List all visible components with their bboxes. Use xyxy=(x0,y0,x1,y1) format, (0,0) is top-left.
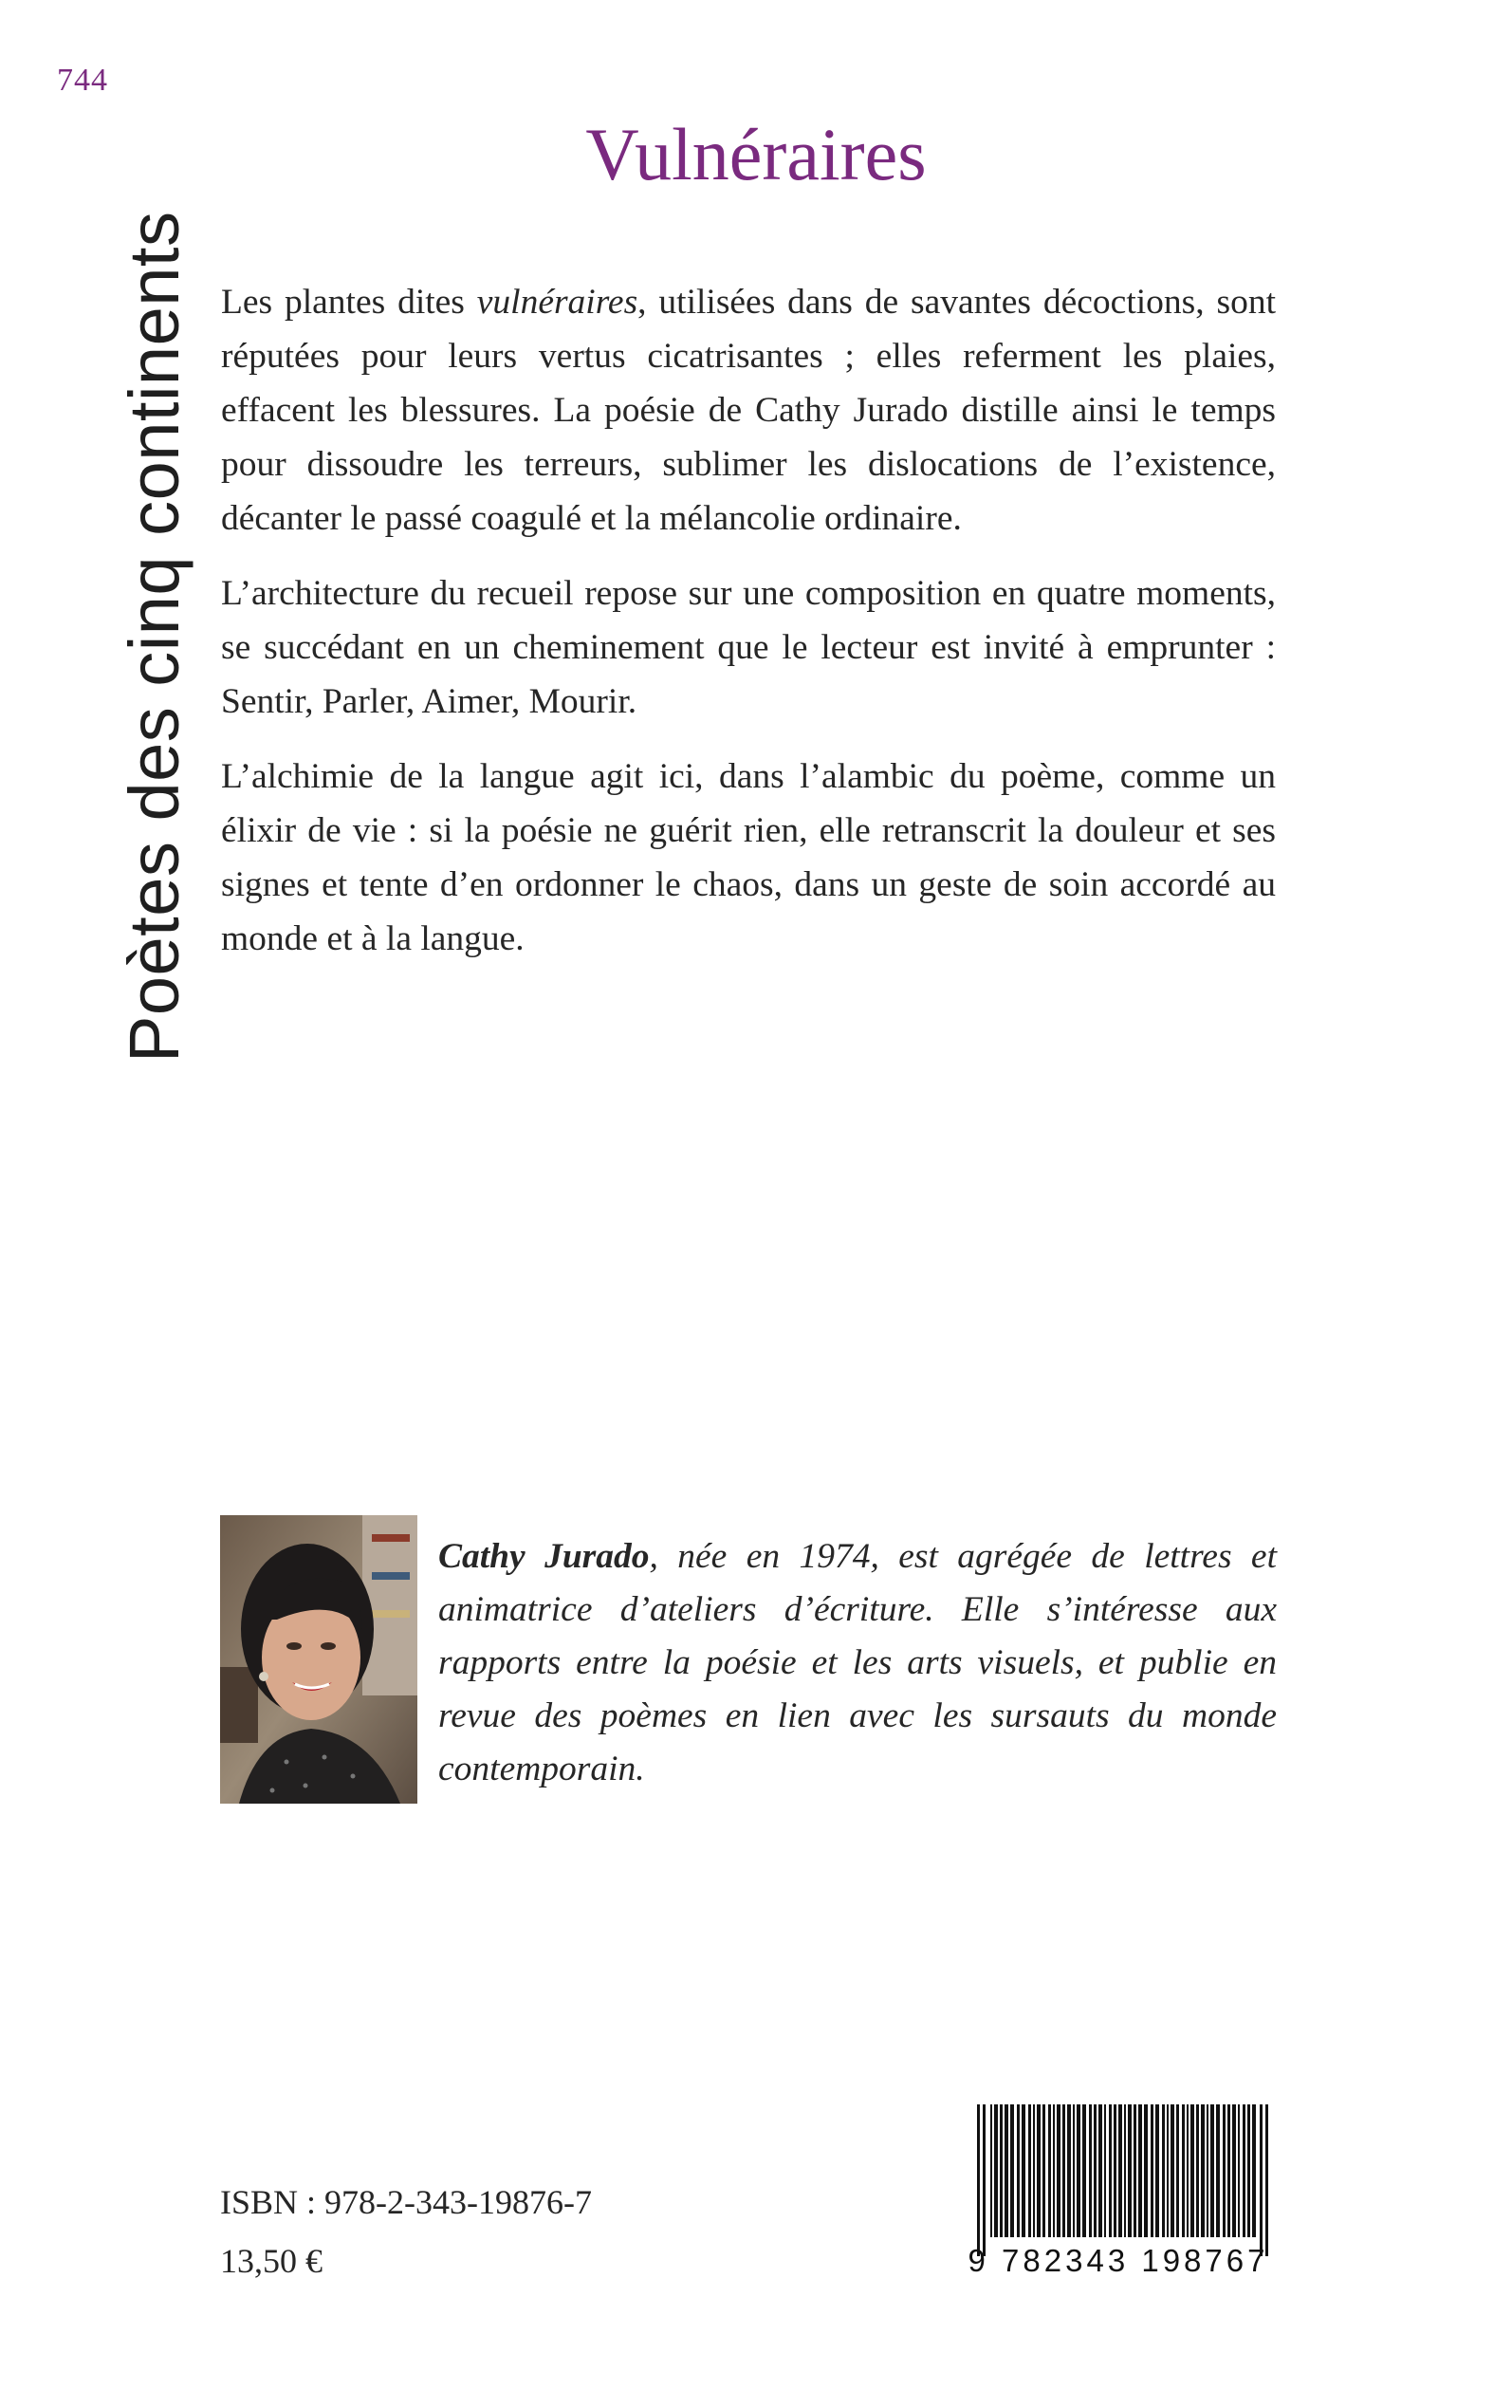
book-title: Vulnéraires xyxy=(585,113,927,195)
barcode-bar xyxy=(1227,2104,1230,2237)
barcode-guard-bar xyxy=(1265,2104,1268,2256)
barcode-bar xyxy=(1128,2104,1132,2237)
description-p1-end: , utilisées dans de savantes décoctions, sont réputées pour leurs vertus cicatrisantes ; elles referment les plaies, effacent les blessures. La poésie de Cathy Jurado distille ainsi le temps pour dissoudre les terreurs, sublimer les dislocations de l’existence, décanter le passé coagulé et la mélancolie ordinaire. xyxy=(221,283,1276,538)
barcode-bar xyxy=(1033,2104,1035,2237)
barcode-bar xyxy=(1151,2104,1153,2237)
price: 13,50 € xyxy=(220,2242,323,2280)
barcode-bar xyxy=(1187,2104,1189,2237)
collection-name: Poètes des cinq continents xyxy=(115,211,194,1063)
barcode-bar xyxy=(1182,2104,1185,2237)
barcode-bar xyxy=(1067,2104,1071,2237)
barcode-bar xyxy=(1028,2104,1031,2237)
barcode-guard-bar xyxy=(983,2104,986,2256)
barcode-bar xyxy=(1057,2104,1060,2237)
isbn: ISBN : 978-2-343-19876-7 xyxy=(220,2183,592,2221)
barcode-bar xyxy=(1104,2104,1106,2237)
collection-number: 744 xyxy=(57,63,108,98)
barcode-bar xyxy=(1171,2104,1174,2237)
barcode-bar xyxy=(1238,2104,1240,2237)
barcode-bar xyxy=(1155,2104,1159,2237)
barcode-bar xyxy=(1252,2104,1256,2237)
barcode-bar xyxy=(1138,2104,1142,2237)
description-paragraph-1 xyxy=(221,275,1276,546)
author-name: Cathy Jurado xyxy=(438,1537,650,1576)
barcode-bar xyxy=(1223,2104,1226,2237)
barcode-bar xyxy=(1232,2104,1236,2237)
description-paragraph-3: L’alchimie de la langue agit ici, dans l’alambic du poème, comme un élixir de vie : si la poésie ne guérit rien, elle retranscrit la douleur et ses signes et tente d’en ordonner le chaos, dans un geste de soin accordé au monde et à la langue. xyxy=(221,757,1276,958)
barcode-bar xyxy=(1094,2104,1097,2237)
description-p1-italic: vulnéraires xyxy=(476,283,638,322)
barcode-bar xyxy=(1062,2104,1065,2237)
barcode-bar xyxy=(1118,2104,1122,2237)
barcode-bar xyxy=(994,2104,998,2237)
barcode-bar xyxy=(1124,2104,1126,2237)
barcode-bar xyxy=(1190,2104,1194,2237)
description-p1-start: Les plantes dites xyxy=(221,283,477,322)
barcode-bar xyxy=(1114,2104,1116,2237)
back-cover-description xyxy=(221,275,1276,987)
barcode-bar xyxy=(1048,2104,1051,2237)
barcode-guard-bar xyxy=(1260,2104,1263,2256)
barcode-bar xyxy=(1037,2104,1041,2237)
author-photo xyxy=(220,1515,417,1804)
barcode-bar xyxy=(1167,2104,1169,2237)
barcode-bar xyxy=(1134,2104,1136,2237)
barcode-bar xyxy=(1144,2104,1148,2237)
barcode-bar xyxy=(1053,2104,1055,2237)
author-bio-text: , née en 1974, est agrégée de lettres et animatrice d’ateliers d’écriture. Elle s’intéresse aux rapports entre la poésie et les arts visuels, et publie en revue des poèmes en lien avec les sursauts du monde contemporain. xyxy=(438,1537,1277,1788)
barcode-bar xyxy=(1243,2104,1245,2237)
barcode-bar xyxy=(1207,2104,1208,2237)
barcode-bar xyxy=(1010,2104,1014,2237)
description-paragraph-2: L’architecture du recueil repose sur une composition en quatre moments, se succédant en un cheminement que le lecteur est invité à emprunter : Sentir, Parler, Aimer, Mourir. xyxy=(221,574,1276,721)
barcode-bar xyxy=(1247,2104,1250,2237)
author-portrait-image xyxy=(220,1515,417,1804)
barcode-bar xyxy=(1017,2104,1020,2237)
barcode-bar xyxy=(1089,2104,1092,2237)
barcode-bar xyxy=(1042,2104,1045,2237)
barcode-bar xyxy=(1196,2104,1199,2237)
barcode-bar xyxy=(1022,2104,1025,2237)
barcode-bar xyxy=(1077,2104,1080,2237)
barcode-bar xyxy=(1210,2104,1214,2237)
barcode-bar xyxy=(1082,2104,1086,2237)
barcode-bar xyxy=(1073,2104,1075,2237)
barcode-bar xyxy=(1201,2104,1205,2237)
barcode-bar xyxy=(990,2104,992,2237)
barcode-bar xyxy=(1000,2104,1003,2237)
barcode-bar xyxy=(1176,2104,1179,2237)
author-bio xyxy=(438,1530,1277,1796)
barcode-bar xyxy=(1216,2104,1220,2237)
barcode-bar xyxy=(1098,2104,1102,2237)
barcode-bar xyxy=(1109,2104,1112,2237)
barcode-digits: 9 782343 198767 xyxy=(968,2243,1269,2278)
barcode-bar xyxy=(1162,2104,1165,2237)
barcode-bar xyxy=(1005,2104,1008,2237)
barcode-guard-bar xyxy=(977,2104,980,2256)
